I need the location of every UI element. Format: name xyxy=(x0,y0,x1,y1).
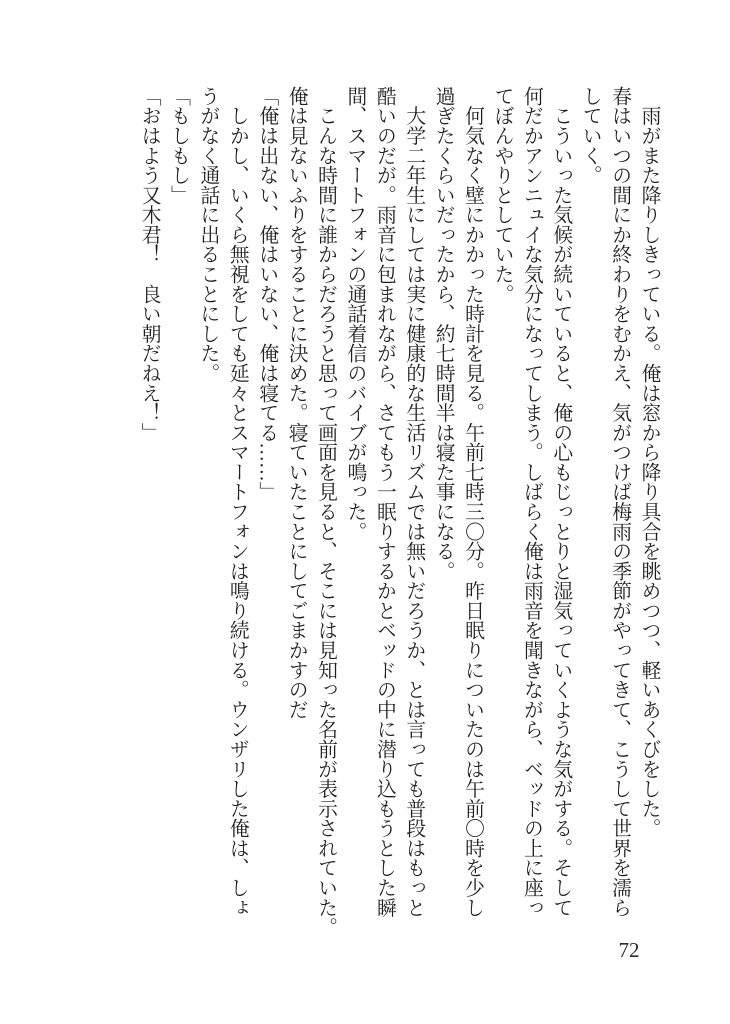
page-number: 72 xyxy=(618,938,640,962)
text-line: 大学二年生にしては実に健康的な生活リズムでは無いだろうか、とは言っても普段はもっと xyxy=(402,86,425,918)
text-line: 酷いのだが。雨音に包まれながら、さてもう一眠りするかとベッドの中に潜り込もうとした瞬 xyxy=(373,86,396,918)
text-line: していく。 xyxy=(579,86,602,185)
text-line: こんな時間に誰からだろうと思って画面を見ると、そこには見知った名前が表示されていた。 xyxy=(314,86,337,937)
text-line: 俺は見ないふりをすることに決めた。寝ていたことにしてごまかすのだ xyxy=(285,86,308,720)
text-line: てぼんやりとしていた。 xyxy=(490,86,513,304)
text-line: うがなく通話に出ることにした。 xyxy=(196,86,219,383)
text-line: 「俺は出ない、俺はいない、俺は寝てる……」 xyxy=(255,86,278,502)
text-line: 「もしもし」 xyxy=(167,86,190,205)
text-line: 間、スマートフォンの通話着信のバイブが鳴った。 xyxy=(343,86,366,542)
body-text xyxy=(134,86,663,966)
text-line: 春はいつの間にか終わりをむかえ、気がつけば梅雨の季節がやってきて、こうして世界を濡ら xyxy=(608,86,631,918)
text-line: しかし、いくら無視をしても延々とスマートフォンは鳴り続ける。ウンザリした俺は、しょ xyxy=(226,86,249,918)
text-line: 何だかアンニュイな気分になってしまう。しばらく俺は雨音を聞きながら、ベッドの上に座っ xyxy=(520,86,543,918)
text-line: 「おはよう又木君！ 良い朝だねえ！」 xyxy=(138,86,161,443)
text-line: 雨がまた降りしきっている。俺は窓から降り具合を眺めつつ、軽いあくびをした。 xyxy=(638,86,660,839)
text-line: こういった気候が続いていると、俺の心もじっとりと湿気っていくような気がする。そして xyxy=(549,86,572,918)
text-line: 過ぎたくらいだったから、約七時間半は寝た事になる。 xyxy=(432,86,455,581)
text-line: 何気なく壁にかかった時計を見る。午前七時三〇分。昨日眠りについたのは午前〇時を少し xyxy=(461,86,484,918)
